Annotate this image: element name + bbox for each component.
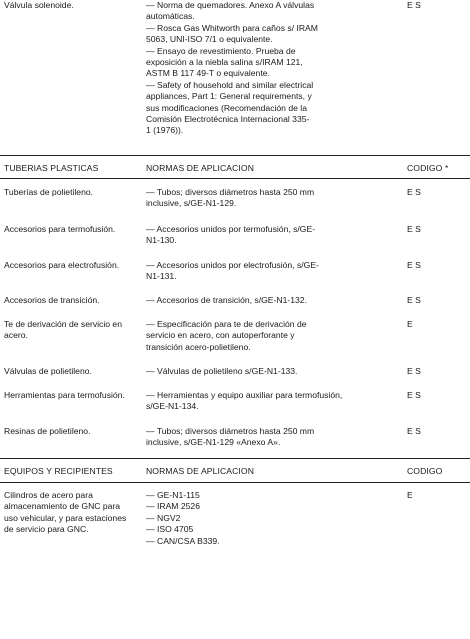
code-cell: E S (407, 366, 421, 376)
norm-cell: — Accesorios unidos por electrofusión, s/GE- N1-131. (146, 260, 319, 282)
code-cell: E S (407, 426, 421, 436)
item-cell: Tuberías de polietileno. (4, 187, 94, 197)
item-cell: Accesorios para electrofusión. (4, 260, 120, 270)
code-cell: E S (407, 390, 421, 400)
code-cell: E S (407, 224, 421, 234)
section-divider (0, 482, 470, 483)
code-cell: E S (407, 187, 421, 197)
norm-cell: — Accesorios de transición, s/GE-N1-132. (146, 295, 307, 305)
norm-cell: — Tubos; diversos diámetros hasta 250 mm inclusive, s/GE-N1-129 «Anexo A». (146, 426, 315, 448)
item-cell: Resinas de polietileno. (4, 426, 91, 436)
item-cell: Te de derivación de servicio en acero. (4, 319, 122, 341)
code-cell: E S (407, 295, 421, 305)
header-norms: NORMAS DE APLICACION (146, 163, 255, 173)
item-cell: Herramientas para termofusión. (4, 390, 125, 400)
norm-cell: — Especificación para te de derivación de servicio en acero, con autoperforante y transición acero-polietileno. (146, 319, 307, 352)
norm-cell: — Norma de quemadores. Anexo A válvulas automáticas. — Rosca Gas Whitworth para caños s/ IRAM 5063, UNI-ISO 7/1 o equivalente. — Ensayo de revestimiento. Prueba de exposición a la niebla salina s/IRAM 121, ASTM B 117 49-T o equivalente. — Safety of household and similar electrical appliances, Part 1: General requirements, y sus modificaciones (Recomendación de la Comisión Electrotécnica Internacional 335- 1 (1976)). (146, 0, 318, 136)
header-code: CODIGO * (407, 163, 449, 173)
item-cell: Válvula solenoide. (4, 0, 74, 10)
norm-cell: — Tubos; diversos diámetros hasta 250 mm inclusive, s/GE-N1-129. (146, 187, 315, 209)
section-divider (0, 458, 470, 459)
code-cell: E (407, 490, 413, 500)
header-category: EQUIPOS Y RECIPIENTES (4, 466, 113, 476)
item-cell: Válvulas de polietileno. (4, 366, 92, 376)
code-cell: E S (407, 260, 421, 270)
section-divider (0, 178, 470, 179)
norm-cell: — Herramientas y equipo auxiliar para termofusión, s/GE-N1-134. (146, 390, 343, 412)
norm-cell: — GE-N1-115 — IRAM 2526 — NGV2 — ISO 4705 — CAN/CSA B339. (146, 490, 220, 546)
header-norms: NORMAS DE APLICACION (146, 466, 255, 476)
item-cell: Cilindros de acero para almacenamiento de GNC para uso vehicular, y para estaciones de servicio para GNC. (4, 490, 127, 535)
header-code: CODIGO (407, 466, 443, 476)
item-cell: Accesorios para termofusión. (4, 224, 116, 234)
header-category: TUBERIAS PLASTICAS (4, 163, 99, 173)
code-cell: E S (407, 0, 421, 10)
item-cell: Accesorios de transición. (4, 295, 100, 305)
section-divider (0, 155, 470, 156)
code-cell: E (407, 319, 413, 329)
norm-cell: — Válvulas de polietileno s/GE-N1-133. (146, 366, 298, 376)
norm-cell: — Accesorios unidos por termofusión, s/GE- N1-130. (146, 224, 316, 246)
